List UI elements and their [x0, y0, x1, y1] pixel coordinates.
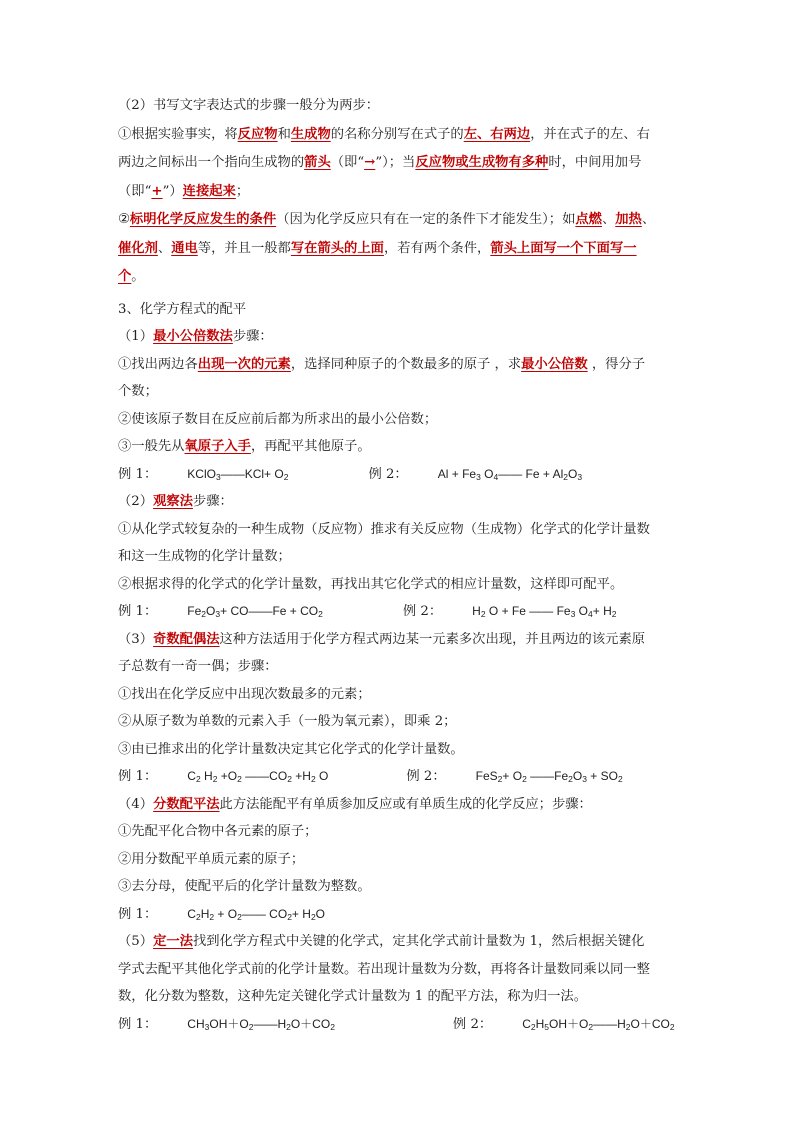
m2-step1a: ①从化学式较复杂的一种生成物（反应物）推求有关反应物（生成物）化学式的化学计量数: [118, 521, 650, 537]
text: 、: [641, 212, 656, 227]
m2-ex2-equation: $H_2$ O + Fe —— $Fe_3$ $O_4+ H_2$: [472, 604, 617, 619]
m4-step2: ②用分数配平单质元素的原子；: [118, 851, 305, 867]
step1-line3: [118, 178, 678, 207]
highlight-oxygen: 氧原子入手: [184, 439, 251, 454]
m4-examples: [118, 901, 678, 929]
text: （即“: [118, 183, 152, 199]
m3-ex1-equation: $C_2$ $H_2 +O_2$ $——CO_2 +H_2$ O: [187, 769, 329, 784]
text: 找到化学方程式中关键的化学式，定其化学式前计量数为 1，然后根据关键化: [192, 934, 645, 949]
text: 两边之间标出一个指向生成物的: [118, 155, 305, 170]
text: （4）: [118, 796, 154, 812]
example-label: 例 1：: [118, 604, 158, 619]
example-label: 例 2：: [368, 466, 408, 482]
m3-step3: ③由已推求出的化学计量数决定其它化学式的化学计量数。: [118, 741, 464, 757]
m1-step1a: [118, 351, 678, 379]
example-label: 例 2：: [452, 1016, 493, 1032]
text: 等，并且一般都: [197, 240, 291, 256]
m2-step1b: 和这一生成物的化学计量数；: [118, 549, 291, 564]
text: （因为化学反应只有在一定的条件下才能发生）；如: [276, 212, 576, 227]
text: ②: [118, 212, 130, 227]
text: （1）: [118, 329, 154, 344]
text: ，若有两个条件，: [383, 240, 491, 256]
m1-step2: ②使该原子数目在反应前后都为所求出的最小公倍数；: [118, 411, 438, 427]
highlight-above-arrow: 写在箭头的上面: [290, 240, 384, 256]
m1-examples: [118, 461, 678, 489]
highlight-ignite: 点燃: [575, 212, 602, 227]
highlight-once-element: 出现一次的元素: [197, 356, 291, 372]
highlight-fraction-method: 分数配平法: [153, 796, 220, 812]
text: ，并在式子的左、右: [530, 126, 650, 142]
m5-examples: [118, 1011, 678, 1039]
m3-ex2-equation: $FeS_2+ O_2$ $——Fe_2O_3 + SO_2$: [475, 769, 623, 784]
text: 时，中间用加号: [548, 155, 642, 170]
example-label: 例 1：: [118, 906, 158, 922]
highlight-electric: 通电: [171, 240, 198, 256]
text: 步骤：: [192, 494, 233, 509]
highlight-fix-one-method: 定一法: [153, 934, 193, 949]
section3-heading: 3、化学方程式的配平: [118, 301, 247, 317]
plus-icon: +: [151, 183, 163, 199]
arrow-icon: →: [364, 155, 376, 170]
text: （即“: [330, 155, 365, 170]
highlight-reactant: 反应物: [237, 126, 278, 142]
text: ”）: [162, 183, 183, 199]
m1-ex1-equation: KClO$_3$——KCl+ $O_2$: [187, 466, 289, 482]
m3-examples: [118, 763, 678, 791]
text: （3）: [118, 631, 154, 647]
text: 、: [601, 212, 616, 227]
m3-step1: ①找出在化学反应中出现次数最多的元素；: [118, 686, 371, 702]
highlight-condition: 标明化学反应发生的条件: [129, 212, 277, 227]
m5-title-c: 数，化分数为整数，这种先定关键化学式计量数为 1 的配平方法，称为归一法。: [118, 989, 588, 1004]
text: 和: [277, 126, 291, 142]
example-label: 例 1：: [118, 466, 158, 482]
text: ③一般先从: [118, 439, 185, 454]
text: 此方法能配平有单质参加反应或有单质生成的化学反应；步骤：: [219, 796, 592, 812]
m5-ex1-equation: $CH_3OH+O_2——H_2O+CO_2$: [187, 1016, 335, 1032]
highlight-two-conditions: 箭头上面写一个下面写一: [490, 240, 637, 256]
m1-ex2-equation: $Al + Fe_3$ $O_4——$ $Fe + Al_2O_3$: [437, 466, 583, 482]
m5-ex2-equation: $C_2H_5OH+O_2——H_2O+CO_2$: [522, 1016, 675, 1032]
m5-title-b: 学式去配平其他化学式前的化学计量数。若出现计量数为分数，再将各计量数同乘以同一整: [118, 961, 650, 977]
m3-title-a: [118, 626, 678, 654]
m3-title-b: 子总数有一奇一偶；步骤：: [118, 659, 278, 674]
m4-title: [118, 791, 678, 819]
highlight-lcm: 最小公倍数: [521, 356, 588, 372]
m4-step3: ③去分母，使配平后的化学计量数为整数。: [118, 879, 371, 894]
step2-line2: [118, 235, 678, 264]
m2-step2: ②根据求得的化学式的化学计量数，再找出其它化学式的相应计量数，这样即可配平。: [118, 576, 624, 592]
section2-heading: （2）书写文字表达式的步骤一般分为两步：: [118, 98, 380, 113]
text: 的名称分别写在式子的: [330, 126, 464, 142]
example-label: 例 2：: [402, 604, 443, 619]
m1-title: [118, 323, 678, 351]
m4-ex1-equation: $C_2H_2$ + $O_2——$ $CO_2+ H_2O$: [187, 906, 326, 922]
m2-title: [118, 488, 678, 516]
text: （2）: [118, 494, 154, 509]
text: 。: [131, 269, 145, 284]
text: 这种方法适用于化学方程式两边某一元素多次出现，并且两边的该元素原: [219, 631, 646, 647]
m2-examples: [118, 598, 678, 626]
text: ，得分子: [587, 356, 646, 372]
text: 、: [157, 240, 172, 256]
highlight-product: 生成物: [290, 126, 331, 142]
example-label: 例 2：: [406, 769, 446, 784]
text: ”）；当: [375, 155, 416, 170]
highlight-multiple: 反应物或生成物有多种: [415, 155, 549, 170]
highlight-odd-even-method: 奇数配偶法: [153, 631, 220, 647]
highlight-left-right: 左、右两边: [463, 126, 531, 142]
m1-step1b: 个数；: [118, 384, 158, 399]
highlight-observe-method: 观察法: [153, 494, 193, 509]
step2-line3: [118, 263, 678, 292]
m3-step2: ②从原子数为单数的元素入手（一般为氧元素），即乘 2；: [118, 714, 457, 729]
text: ；: [235, 183, 250, 199]
example-label: 例 1：: [118, 1016, 158, 1032]
highlight-ge: 个: [118, 269, 132, 284]
m2-ex1-equation: $Fe_2O_3+$ CO——Fe + $CO_2$: [187, 604, 323, 619]
highlight-connect: 连接起来: [182, 183, 236, 199]
highlight-arrow-word: 箭头: [304, 155, 331, 170]
text: 步骤：: [232, 329, 273, 344]
step1-line1: [118, 121, 678, 150]
m4-step1: ①先配平化合物中各元素的原子；: [118, 824, 318, 839]
step2-line1: [118, 206, 678, 235]
m1-step3: [118, 433, 678, 461]
example-label: 例 1：: [118, 769, 158, 784]
text: （5）: [118, 934, 154, 949]
document-page: [118, 92, 678, 1038]
text: ①找出两边各: [118, 356, 198, 372]
text: ，选择同种原子的个数最多的原子 ，求: [290, 356, 522, 372]
step1-line2: [118, 149, 678, 178]
highlight-heat: 加热: [615, 212, 642, 227]
m5-title-a: [118, 928, 678, 956]
text: ，再配平其他原子。: [250, 439, 371, 454]
highlight-lcm-method: 最小公倍数法: [153, 329, 233, 344]
text: ①根据实验事实，将: [118, 126, 238, 142]
highlight-catalyst: 催化剂: [118, 240, 158, 256]
